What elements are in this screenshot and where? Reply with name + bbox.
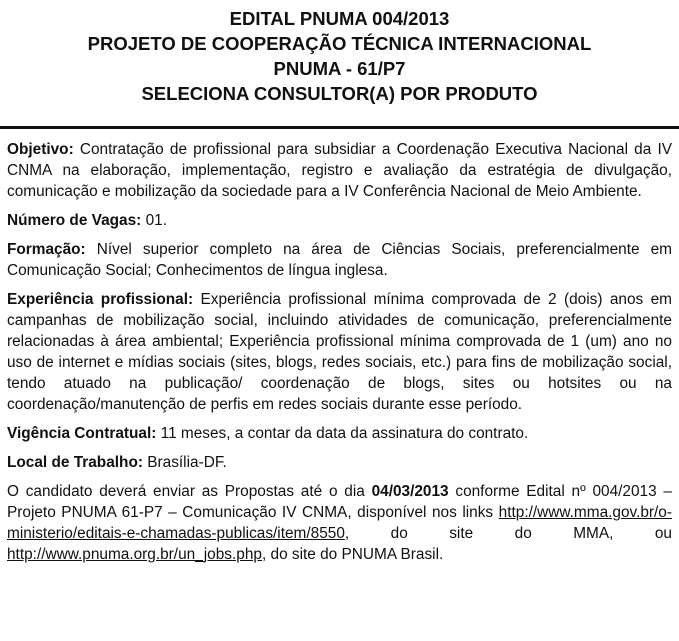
submission-text-1: O candidato deverá enviar as Propostas até o dia	[7, 483, 372, 500]
objetivo-text: Contratação de profissional para subsidiar a Coordenação Executiva Nacional da IV CNMA na elaboração, implementação, registro e avaliação da estratégia de divulgação, comunicação e mobilização da sociedade para a IV Conferência Nacional de Meio Ambiente.	[7, 141, 672, 200]
vagas-label: Número de Vagas:	[7, 212, 142, 229]
objetivo-label: Objetivo:	[7, 141, 74, 158]
submission-paragraph	[7, 481, 672, 565]
edital-header	[0, 0, 679, 106]
header-code: PNUMA - 61/P7	[273, 58, 406, 79]
mma-link[interactable]: http://www.mma.gov.br/o-ministerio/editais-e-chamadas-publicas/item/8550	[7, 504, 672, 542]
vagas-paragraph	[7, 210, 672, 231]
submission-text-4: , do site do PNUMA Brasil.	[261, 546, 444, 563]
formacao-paragraph	[7, 239, 672, 281]
edital-body	[7, 139, 672, 573]
submission-text-2: conforme Edital nº 004/2013 – Projeto PNUMA 61-P7 – Comunicação IV CNMA, disponível nos links	[7, 483, 672, 521]
submission-text-3: , do site do MMA, ou	[344, 525, 672, 542]
vigencia-text: 11 meses, a contar da data da assinatura do contrato.	[156, 425, 529, 442]
objetivo-paragraph	[7, 139, 672, 202]
experiencia-paragraph	[7, 289, 672, 415]
header-subtitle: SELECIONA CONSULTOR(A) POR PRODUTO	[141, 83, 538, 104]
formacao-label: Formação:	[7, 241, 86, 258]
vigencia-paragraph	[7, 423, 672, 444]
vigencia-label: Vigência Contratual:	[7, 425, 157, 442]
header-project: PROJETO DE COOPERAÇÃO TÉCNICA INTERNACIONAL	[87, 33, 592, 54]
experiencia-label: Experiência profissional:	[7, 291, 194, 308]
experiencia-text: Experiência profissional mínima comprovada de 2 (dois) anos em campanhas de mobilização social, incluindo atividades de comunicação, preferencialmente relacionadas à área ambiental; Experiência profissional mínima comprovada de 1 (um) ano no uso de internet e mídias sociais (sites, blogs, redes sociais, etc.) para fins de mobilização social, tendo atuado na publicação/ coordenação de blogs, sites ou hotsites ou na coordenação/manutenção de perfis em redes sociais durante esse período.	[7, 291, 672, 413]
local-paragraph	[7, 452, 672, 473]
pnuma-link[interactable]: http://www.pnuma.org.br/un_jobs.php	[7, 546, 262, 563]
formacao-text: Nível superior completo na área de Ciências Sociais, preferencialmente em Comunicação Social; Conhecimentos de língua inglesa.	[7, 241, 672, 279]
header-divider	[0, 126, 679, 129]
header-title: EDITAL PNUMA 004/2013	[229, 8, 450, 29]
local-text: Brasília-DF.	[142, 454, 227, 471]
vagas-text: 01.	[141, 212, 167, 229]
local-label: Local de Trabalho:	[7, 454, 143, 471]
deadline-date: 04/03/2013	[371, 483, 449, 500]
